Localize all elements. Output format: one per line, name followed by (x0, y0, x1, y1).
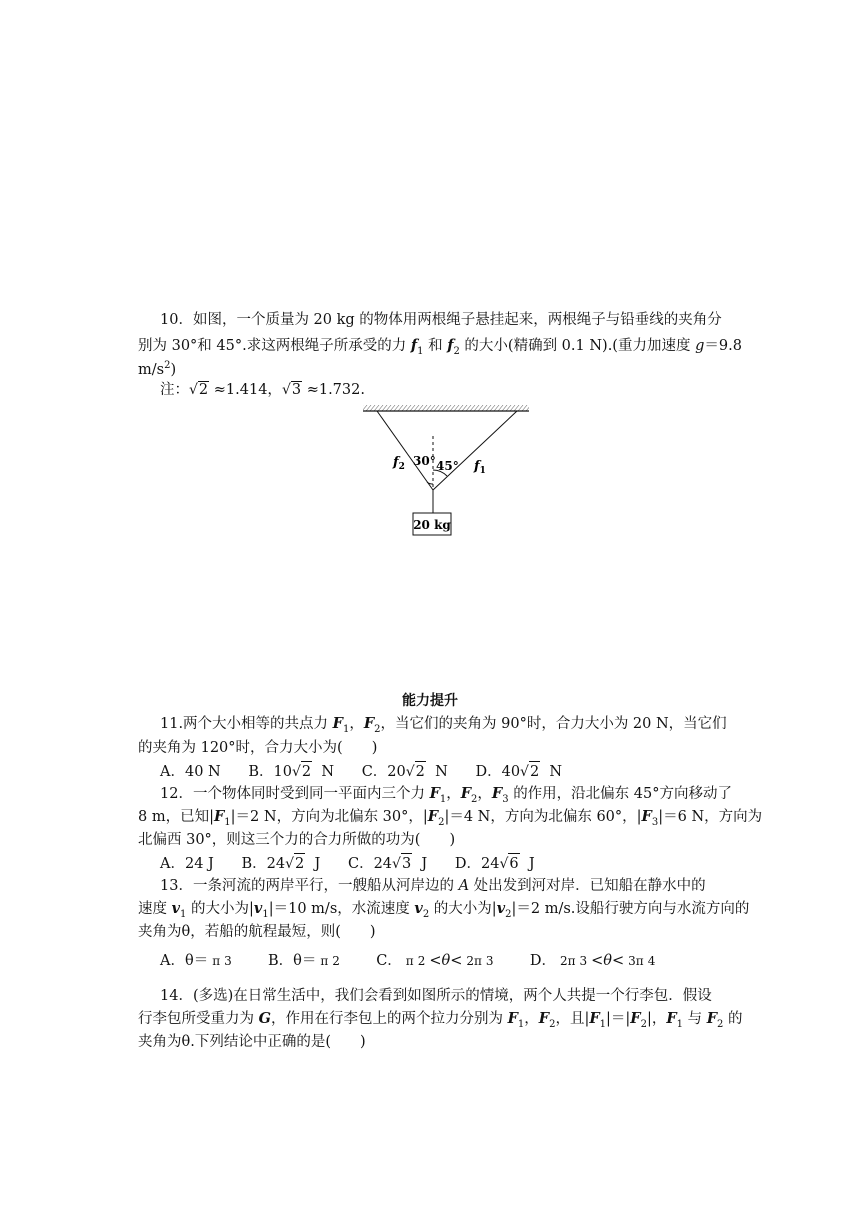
q10-line-2: 别为 30°和 45°.求这两根绳子所承受的力 $f_1$ 和 $f_2$ 的大小(精确到 0.1 N).(重力加速度 g＝9.8 (138, 337, 742, 357)
q13-line-2: 速度 $v_1$ 的大小为$|v_1|=10$ m/s，水流速度 $v_2$ 的大小为$|v_2|=2$ m/s.设船行驶方向与水流方向的 (138, 900, 750, 920)
q12-option-d[interactable]: D．24√6 J (455, 853, 535, 874)
q12-line-3: 北偏西 30°，则这三个力的合力所做的功为( ) (138, 832, 456, 848)
rope-diagram (355, 400, 545, 545)
q10-line-1: 10．如图，一个质量为 20 kg 的物体用两根绳子悬挂起来，两根绳子与铅垂线的夹角分 (160, 312, 722, 328)
q14-line-1: 14．(多选)在日常生活中，我们会看到如图所示的情境，两个人共提一个行李包．假设 (160, 988, 712, 1004)
angle-30-label: 30° (413, 454, 436, 468)
q13-option-a[interactable]: A．θ＝ π 3 (160, 953, 232, 969)
q11-option-d[interactable]: D．40√2 N (475, 761, 562, 782)
q12-line-2: 8 m，已知$|F_1|=2$ N，方向为北偏东 30°，$|F_2|=4$ N，方向为北偏东 60°，$|F_3|=6$ N，方向为 (138, 808, 763, 828)
q12-option-c[interactable]: C．24√3 J (348, 853, 427, 874)
q12-option-b[interactable]: B．24√2 J (242, 853, 321, 874)
section-title: 能力提升 (402, 693, 458, 709)
q13-line-1: 13．一条河流的两岸平行，一艘船从河岸边的 A 处出发到河对岸．已知船在静水中的 (160, 878, 706, 894)
q13-option-c[interactable]: C． π 2 <θ< 2π 3 (376, 953, 494, 969)
q14-line-3: 夹角为θ.下列结论中正确的是( ) (138, 1034, 366, 1050)
q12-option-a[interactable]: A．24 J (160, 856, 214, 872)
q11-line-2: 的夹角为 120°时，合力大小为( ) (138, 740, 378, 756)
mass-label: 20 kg (413, 518, 451, 532)
q11-option-b[interactable]: B．10√2 N (248, 761, 334, 782)
q10-note: 注：√2 ≈1.414，√3 ≈1.732. (160, 382, 365, 398)
f2-label: $f_2$ (393, 455, 405, 472)
q13-option-b[interactable]: B．θ＝ π 2 (268, 953, 340, 969)
f1-label: $f_1$ (474, 459, 486, 476)
q13-option-d[interactable]: D． 2π 3 <θ< 3π 4 (529, 953, 656, 969)
q12-options (160, 853, 535, 874)
q10-line-3: $m/s^2$) (138, 360, 177, 378)
rope-right (433, 411, 517, 490)
rope-left (377, 411, 433, 490)
q11-options (160, 761, 562, 782)
q12-line-1: 12．一个物体同时受到同一平面内三个力 $F_1$，$F_2$，$F_3$ 的作用，沿北偏东 45°方向移动了 (160, 785, 732, 805)
q13-line-3: 夹角为θ，若船的航程最短，则( ) (138, 924, 376, 940)
q11-line-1: 11.两个大小相等的共点力 $F_1$，$F_2$，当它们的夹角为 90°时，合力大小为 20 N，当它们 (160, 715, 727, 735)
angle-arc-30 (427, 482, 433, 484)
q11-option-a[interactable]: A．40 N (160, 764, 221, 780)
q14-line-2: 行李包所受重力为 G，作用在行李包上的两个拉力分别为 $F_1$，$F_2$，且$|F_1|=|F_2|$，$F_1$ 与 $F_2$ 的 (138, 1010, 743, 1030)
angle-45-label: 45° (436, 459, 459, 473)
ceiling-hatch (363, 405, 529, 411)
q13-options (160, 946, 659, 976)
q11-option-c[interactable]: C．20√2 N (362, 761, 448, 782)
